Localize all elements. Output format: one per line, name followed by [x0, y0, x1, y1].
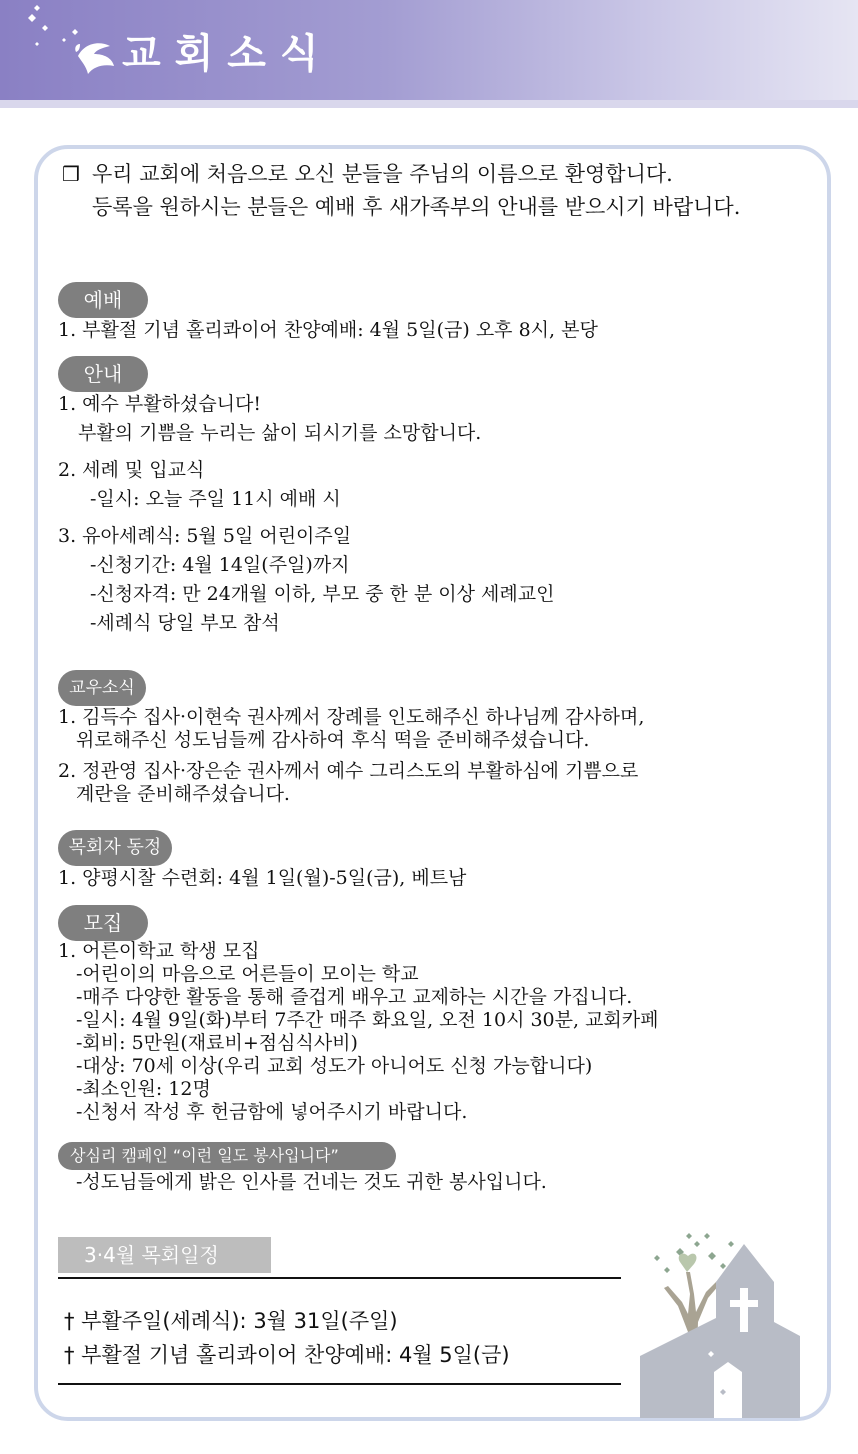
notice-list — [58, 390, 554, 638]
welcome-message — [62, 158, 822, 224]
divider — [58, 1277, 621, 1279]
schedule-list — [64, 1304, 510, 1372]
worship-line: 1. 부활절 기념 홀리콰이어 찬양예배: 4월 5일(금) 오후 8시, 본당 — [58, 319, 598, 341]
notice-line: 1. 예수 부활하셨습니다! — [58, 393, 262, 415]
recruit-line: -대상: 70세 이상(우리 교회 성도가 아니어도 신청 가능합니다) — [76, 1055, 593, 1077]
recruit-line: -회비: 5만원(재료비+점심식사비) — [76, 1032, 358, 1054]
section-label-recruit: 모집 — [58, 905, 148, 941]
pastor-line: 1. 양평시찰 수련회: 4월 1일(월)-5일(금), 베트남 — [58, 867, 467, 889]
notice-line: 3. 유아세례식: 5월 5일 어린이주일 — [58, 525, 352, 547]
recruit-line: -최소인원: 12명 — [76, 1078, 211, 1100]
divider — [58, 1383, 621, 1385]
campaign-list — [58, 1168, 547, 1197]
members-list — [58, 706, 644, 806]
pastor-list — [58, 864, 466, 893]
welcome-line: 우리 교회에 처음으로 오신 분들을 주님의 이름으로 환영합니다. — [92, 162, 673, 186]
page-title: 교회소식 — [122, 31, 333, 77]
header-banner — [0, 0, 858, 100]
recruit-line: 1. 어른이학교 학생 모집 — [58, 940, 260, 962]
notice-line: -신청자격: 만 24개월 이하, 부모 중 한 분 이상 세례교인 — [90, 583, 555, 605]
recruit-line: -신청서 작성 후 헌금함에 넣어주시기 바랍니다. — [76, 1101, 468, 1123]
checkbox-square-icon: ❒ — [62, 162, 80, 186]
recruit-line: -일시: 4월 9일(화)부터 7주간 매주 화요일, 오전 10시 30분, 교회카페 — [76, 1009, 659, 1031]
members-line: 계란을 준비해주셨습니다. — [76, 783, 290, 805]
recruit-line: -매주 다양한 활동을 통해 즐겁게 배우고 교제하는 시간을 가집니다. — [76, 986, 633, 1008]
notice-line: 부활의 기쁨을 누리는 삶이 되시기를 소망합니다. — [78, 422, 482, 444]
header-stripe — [0, 100, 858, 108]
section-label-notice: 안내 — [58, 356, 148, 392]
church-tree-icon — [624, 1222, 804, 1418]
section-label-members: 교우소식 — [58, 670, 146, 706]
welcome-line: 등록을 원하시는 분들은 예배 후 새가족부의 안내를 받으시기 바랍니다. — [92, 195, 741, 219]
campaign-line: -성도님들에게 밝은 인사를 건네는 것도 귀한 봉사입니다. — [76, 1171, 547, 1193]
notice-line: -일시: 오늘 주일 11시 예배 시 — [90, 488, 341, 510]
section-label-pastor: 목회자 동정 — [58, 830, 172, 866]
section-label-campaign: 상심리 캠페인 “이런 일도 봉사입니다” — [58, 1142, 396, 1170]
recruit-line: -어린이의 마음으로 어른들이 모이는 학교 — [76, 963, 419, 985]
notice-line: -신청기간: 4월 14일(주일)까지 — [90, 554, 350, 576]
schedule-item: † 부활주일(세례식): 3월 31일(주일) — [64, 1309, 398, 1333]
section-label-worship: 예배 — [58, 282, 148, 318]
members-line: 1. 김득수 집사·이현숙 권사께서 장례를 인도해주신 하나님께 감사하며, — [58, 706, 645, 728]
members-line: 위로해주신 성도님들께 감사하여 후식 떡을 준비해주셨습니다. — [76, 729, 590, 751]
worship-list — [58, 316, 598, 345]
members-line: 2. 정관영 집사·장은순 권사께서 예수 그리스도의 부활하심에 기쁨으로 — [58, 760, 639, 782]
recruit-list — [58, 940, 659, 1124]
butterfly-icon — [22, 4, 122, 80]
notice-line: -세례식 당일 부모 참석 — [90, 612, 280, 634]
schedule-label: 3·4월 목회일정 — [58, 1237, 271, 1273]
notice-line: 2. 세례 및 입교식 — [58, 459, 205, 481]
schedule-item: † 부활절 기념 홀리콰이어 찬양예배: 4월 5일(금) — [64, 1343, 510, 1367]
